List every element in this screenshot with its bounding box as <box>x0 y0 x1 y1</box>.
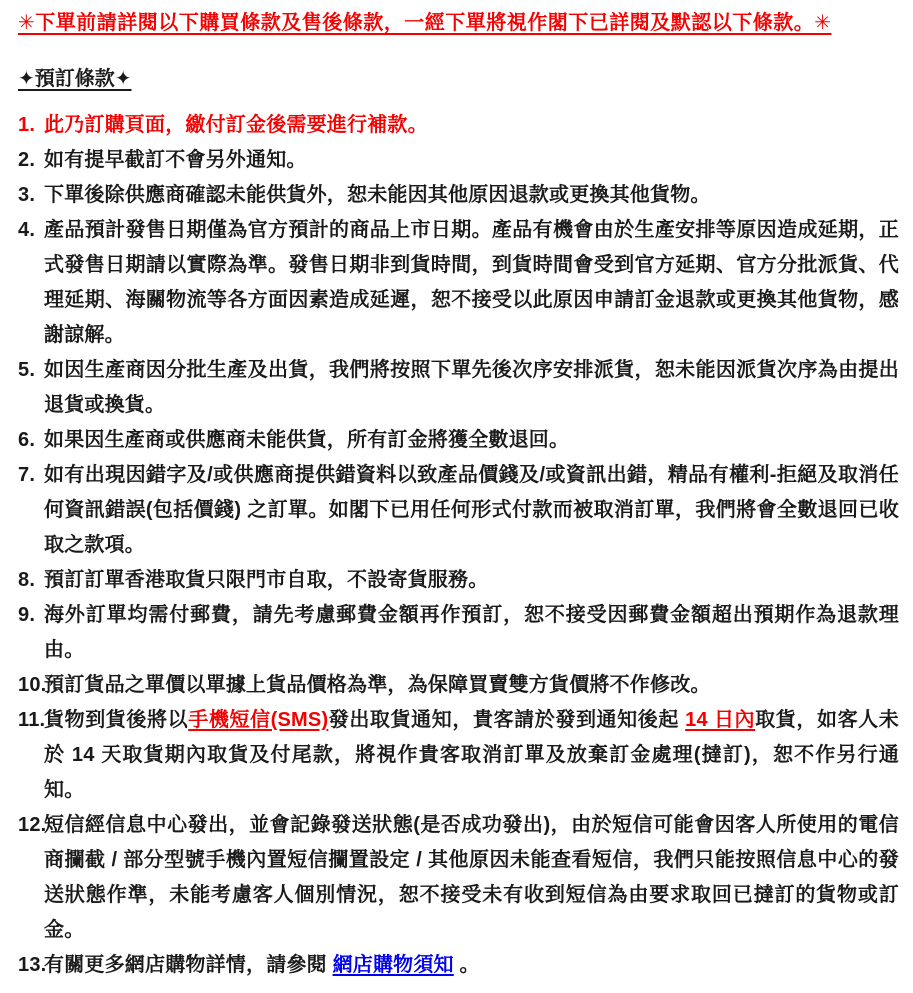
term-item-4 <box>18 213 899 353</box>
term-number: 5. <box>18 359 36 381</box>
term-text <box>44 709 899 801</box>
red-highlight-text: 手機短信(SMS) <box>188 709 329 731</box>
term-item-11 <box>18 703 899 808</box>
term-segment: 。 <box>453 954 480 976</box>
term-segment: 預訂貨品之單價以單據上貨品價格為準，為保障買賣雙方貨價將不作修改。 <box>44 674 711 696</box>
term-text <box>44 954 480 976</box>
term-item-2 <box>18 143 899 178</box>
term-item-7 <box>18 458 899 563</box>
term-segment: 有關更多網店購物詳情，請參閱 <box>44 954 333 976</box>
term-item-5 <box>18 353 899 423</box>
term-text <box>44 604 899 661</box>
preorder-warning-banner: ✳下單前請詳閱以下購買條款及售後條款，一經下單將視作閣下已詳閱及默認以下條款。✳ <box>18 12 832 34</box>
term-text <box>44 359 899 416</box>
term-number: 10. <box>18 674 47 696</box>
term-item-8 <box>18 563 899 598</box>
term-number: 9. <box>18 604 36 626</box>
term-segment: 如有出現因錯字及/或供應商提供錯資料以致產品價錢及/或資訊出錯，精品有權利-拒絕及取消任何資訊錯誤(包括價錢) 之訂單。如閣下已用任何形式付款而被取消訂單，我們將會全數退回已收取之款項。 <box>44 464 899 556</box>
terms-list <box>18 108 899 983</box>
term-segment: 短信經信息中心發出，並會記錄發送狀態(是否成功發出)，由於短信可能會因客人所使用的電信商攔截 / 部分型號手機內置短信攔置設定 / 其他原因未能查看短信，我們只能按照信息中心的發送狀態作準，未能考慮客人個別情況，恕不接受未有收到短信為由要求取回已撻訂的貨物或訂金。 <box>44 814 899 941</box>
term-text <box>44 464 899 556</box>
term-item-9 <box>18 598 899 668</box>
term-item-6 <box>18 423 899 458</box>
term-number: 7. <box>18 464 36 486</box>
term-segment: 發出取貨通知，貴客請於發到通知後起 <box>328 709 686 731</box>
term-text <box>44 149 307 171</box>
term-number: 8. <box>18 569 36 591</box>
store-shopping-guide-link[interactable]: 網店購物須知 <box>332 954 454 976</box>
term-text <box>44 569 488 591</box>
term-segment: 海外訂單均需付郵費，請先考慮郵費金額再作預訂，恕不接受因郵費金額超出預期作為退款理由。 <box>44 604 899 661</box>
term-segment: 下單後除供應商確認未能供貨外，恕未能因其他原因退款或更換其他貨物。 <box>44 184 711 206</box>
term-text <box>44 814 899 941</box>
term-text <box>44 184 711 206</box>
term-segment: 產品預計發售日期僅為官方預計的商品上市日期。產品有機會由於生產安排等原因造成延期，正式發售日期請以實際為準。發售日期非到貨時間，到貨時間會受到官方延期、官方分批派貨、代理延期、海關物流等各方面因素造成延遲，恕不接受以此原因申請訂金退款或更換其他貨物，感謝諒解。 <box>44 219 899 346</box>
term-text <box>44 674 711 696</box>
term-item-12 <box>18 808 899 948</box>
term-item-10 <box>18 668 899 703</box>
term-number: 3. <box>18 184 36 206</box>
term-segment: 如果因生產商或供應商未能供貨，所有訂金將獲全數退回。 <box>44 429 570 451</box>
term-number: 11. <box>18 709 46 731</box>
term-segment: 預訂訂單香港取貨只限門市自取，不設寄貨服務。 <box>44 569 489 591</box>
term-text <box>44 219 899 346</box>
term-segment: 如有提早截訂不會另外通知。 <box>44 149 307 171</box>
term-number: 1. <box>18 114 36 136</box>
term-text <box>44 114 428 136</box>
term-number: 6. <box>18 429 36 451</box>
term-number: 2. <box>18 149 36 171</box>
red-highlight-text: 14 日內 <box>685 709 756 731</box>
term-segment: 如因生產商因分批生產及出貨，我們將按照下單先後次序安排派貨，恕未能因派貨次序為由提出退貨或換貨。 <box>44 359 899 416</box>
term-number: 4. <box>18 219 36 241</box>
preorder-terms-heading: ✦預訂條款✦ <box>18 68 132 90</box>
term-segment: 此乃訂購頁面，繳付訂金後需要進行補款。 <box>44 114 428 136</box>
term-segment: 取貨，如客人未於 14 天取貨期內取貨及付尾款，將視作貴客取消訂單及放棄訂金處理(撻訂)，恕不作另行通知。 <box>44 709 899 801</box>
term-item-1 <box>18 108 899 143</box>
term-number: 12. <box>18 814 47 836</box>
term-text <box>44 429 569 451</box>
term-item-13 <box>18 948 899 983</box>
term-item-3 <box>18 178 899 213</box>
term-segment: 貨物到貨後將以 <box>44 709 189 731</box>
term-number: 13. <box>18 954 47 976</box>
